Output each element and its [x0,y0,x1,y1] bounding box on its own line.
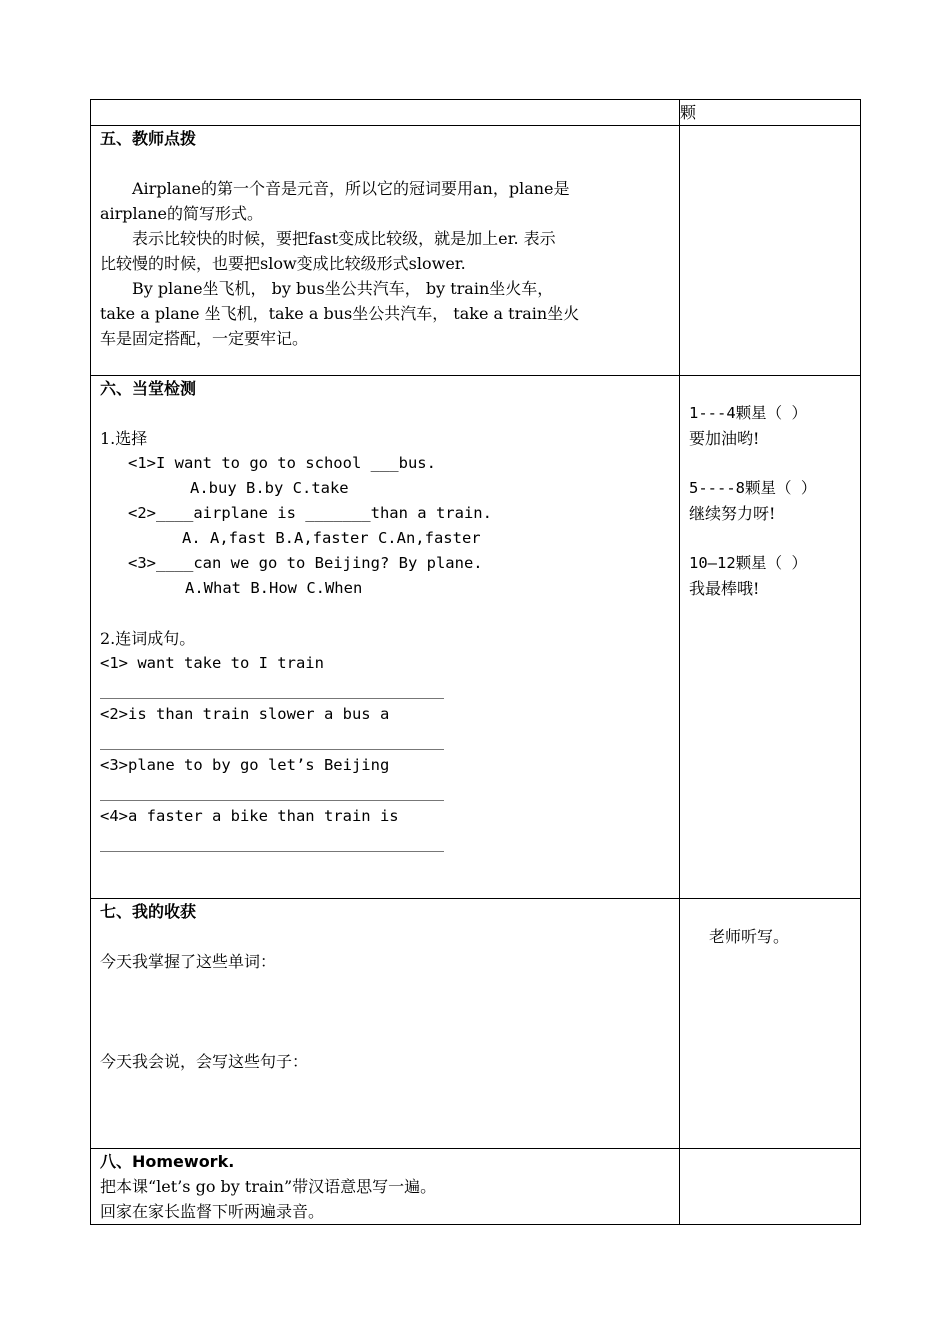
sentence-2: <2>is than train slower a bus a [100,705,390,723]
answer-line[interactable] [100,778,444,801]
sentence-1: <1> want take to I train [100,654,324,672]
star-rating-3: 10—12颗星（ ） [689,554,807,572]
section-7-row [91,899,861,1149]
star-note-3: 我最棒哦! [689,579,760,598]
answer-line[interactable] [100,727,444,750]
sentence-4: <4>a faster a bike than train is [100,807,399,825]
star-note-2: 继续努力呀! [689,504,776,523]
choice-title: 1.选择 [100,429,148,448]
note-line: 比较慢的时候，也要把slow变成比较级形式slower. [100,254,466,273]
star-rating-1: 1---4颗星（ ） [689,404,807,422]
section-6-row [91,376,861,899]
note-line: take a plane 坐飞机，take a bus坐公共汽车， take a train坐火 [100,304,580,323]
top-left-cell [91,100,680,126]
lesson-table [90,99,861,1225]
section-7-right-cell [680,899,861,1149]
section-8-row [91,1149,861,1225]
words-prompt: 今天我掌握了这些单词： [100,952,277,971]
note-line: By plane坐飞机， by bus坐公共汽车， by train坐火车， [132,279,554,298]
section-6-right-cell [680,376,861,899]
section-6-cell [91,376,680,899]
section-5-row [91,126,861,376]
question-1: <1>I want to go to school ___bus. [128,454,436,472]
section-5-right-cell [680,126,861,376]
section-8-right-cell [680,1149,861,1225]
question-2: <2>____airplane is _______than a train. [128,504,492,522]
sentence-3: <3>plane to by go let’s Beijing [100,756,390,774]
question-3: <3>____can we go to Beijing? By plane. [128,554,483,572]
section-5-heading: 五、教师点拨 [100,129,197,148]
homework-line-2: 回家在家长监督下听两遍录音。 [100,1202,325,1221]
top-right-cell: 颗 [680,100,861,126]
sentences-prompt: 今天我会说，会写这些句子： [100,1052,309,1071]
teacher-dictation: 老师听写。 [709,927,790,946]
question-2-options: A. A,fast B.A,faster C.An,faster [182,529,481,547]
section-8-heading: 八、Homework. [100,1152,235,1171]
note-line: airplane的简写形式。 [100,204,263,223]
answer-line[interactable] [100,676,444,699]
section-5-cell [91,126,680,376]
sentence-title: 2.连词成句。 [100,629,196,648]
top-row [91,100,861,126]
star-rating-2: 5----8颗星（ ） [689,479,817,497]
question-1-options: A.buy B.by C.take [190,479,349,497]
section-6-heading: 六、当堂检测 [100,379,197,398]
homework-line-1: 把本课“let’s go by train”带汉语意思写一遍。 [100,1177,437,1196]
answer-line[interactable] [100,829,444,852]
section-7-heading: 七、我的收获 [100,902,197,921]
note-line: 车是固定搭配，一定要牢记。 [100,329,309,348]
note-line: Airplane的第一个音是元音，所以它的冠词要用an，plane是 [132,179,570,198]
section-8-cell [91,1149,680,1225]
star-note-1: 要加油哟! [689,429,760,448]
question-3-options: A.What B.How C.When [185,579,363,597]
section-7-cell [91,899,680,1149]
note-line: 表示比较快的时候，要把fast变成比较级，就是加上er. 表示 [132,229,556,248]
